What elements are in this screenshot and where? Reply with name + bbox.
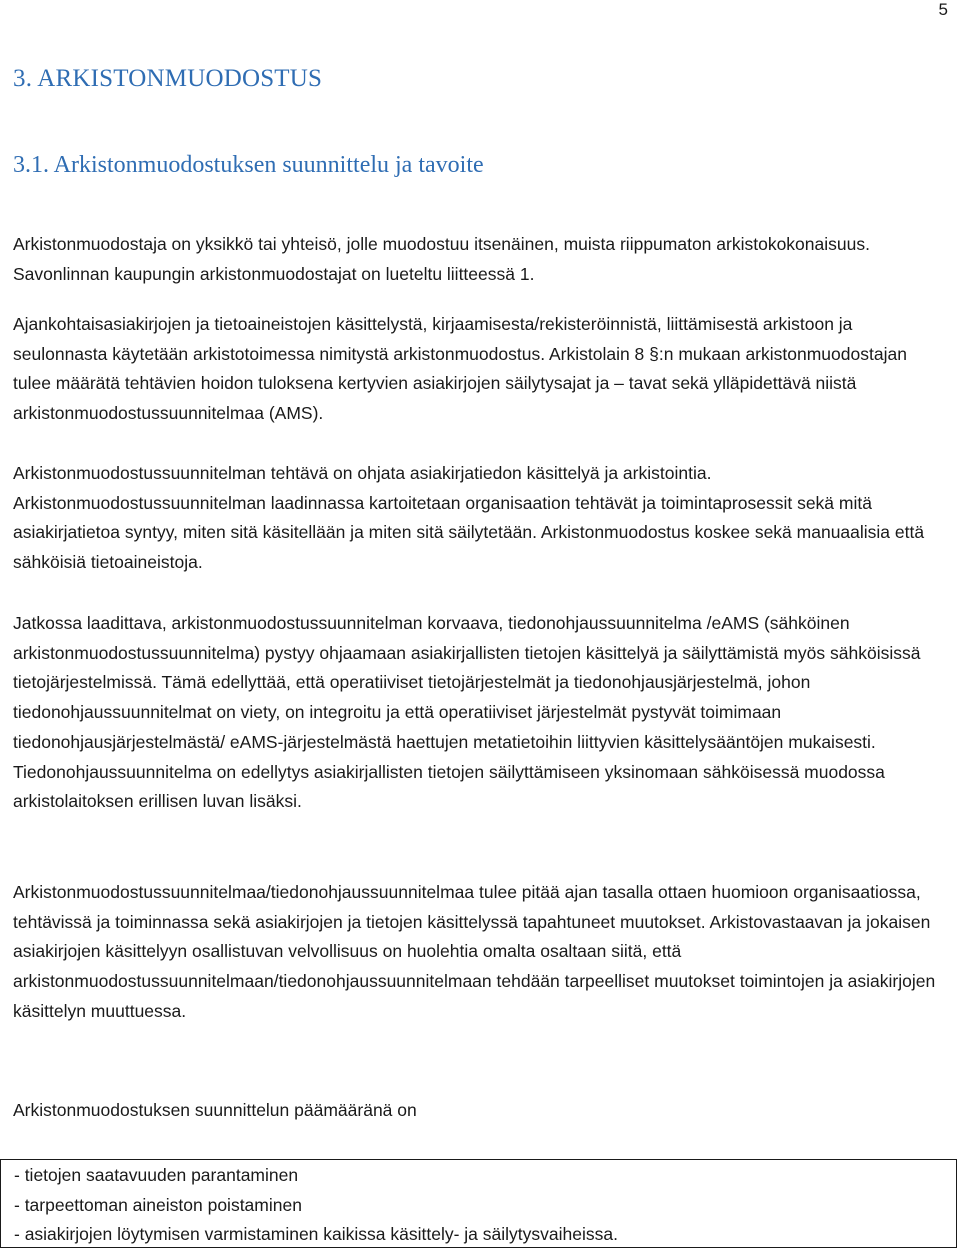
page-number: 5 [938,0,948,19]
paragraph-maintenance: Arkistonmuodostussuunnitelmaa/tiedonohjaussuunnitelmaa tulee pitää ajan tasalla ottaen huomioon organisaatiossa, tehtävissä ja toiminnassa sekä asiakirjojen ja tietojen käsittelyssä tapahtuneet muutokset. Arkistovastaavan ja jokaisen asiakirjojen käsittelyyn osallistuvan velvollisuus on huolehtia omalta osaltaan siitä, että arkistonmuodostussuunnitelmaan/tiedonohjaussuunnitelmaan tehdään tarpeelliset muutokset toimintojen ja asiakirjojen käsittelyn muuttuessa. [13,882,936,1021]
goal-item: - tarpeettoman aineiston poistaminen [14,1194,302,1215]
paragraph-ams-purpose: Arkistonmuodostussuunnitelman tehtävä on ohjata asiakirjatiedon käsittelyä ja arkistointia. Arkistonmuodostussuunnitelman laadinnassa kartoitetaan organisaation tehtävät ja toimintaprosessit sekä mitä asiakirjatietoa syntyy, miten sitä käsitellään ja miten sitä säilytetään. Arkistonmuodostus koskee sekä manuaalisia että sähköisiä tietoaineistoja. [13,463,925,573]
chapter-heading: 3. ARKISTONMUODOSTUS [13,65,323,92]
goals-box [0,1159,957,1248]
paragraph-goals-intro: Arkistonmuodostuksen suunnittelun päämääränä on [13,1100,417,1120]
paragraph-archive-formation: Ajankohtaisasiakirjojen ja tietoaineistojen käsittelystä, kirjaamisesta/rekisteröinnistä, liittämisestä arkistoon ja seulonnasta käytetään arkistotoimessa nimitystä arkistonmuodostus. Arkistolain 8 §:n mukaan arkistonmuodostajan tulee määrätä tehtävien hoidon tuloksena kertyvien asiakirjojen säilytysajat ja – tavat sekä ylläpidettävä niistä arkistonmuodostussuunnitelmaa (AMS). [13,314,907,424]
goal-item: - asiakirjojen löytymisen varmistaminen kaikissa käsittely- ja säilytysvaiheissa. [14,1224,618,1244]
paragraph-archive-creator: Arkistonmuodostaja on yksikkö tai yhteisö, jolle muodostuu itsenäinen, muista riippumaton arkistokokonaisuus. Savonlinnan kaupungin arkistonmuodostajat on lueteltu liitteessä 1. [13,234,870,284]
section-heading: 3.1. Arkistonmuodostuksen suunnittelu ja tavoite [13,152,484,178]
paragraph-eams: Jatkossa laadittava, arkistonmuodostussuunnitelman korvaava, tiedonohjaussuunnitelma /eAMS (sähköinen arkistonmuodostussuunnitelma) pystyy ohjaamaan asiakirjallisten tietojen käsittelyä ja säilyttämistä myös sähköisissä tietojärjestelmissä. Tämä edellyttää, että operatiiviset tietojärjestelmät ja tiedonohjausjärjestelmä, johon tiedonohjaussuunnitelmat on viety, on integroitu ja että operatiiviset järjestelmät pystyvät toimimaan tiedonohjausjärjestelmästä/ eAMS-järjestelmästä haettujen metatietoihin liittyvien käsittelysääntöjen mukaisesti. Tiedonohjaussuunnitelma on edellytys asiakirjallisten tietojen säilyttämiseen yksinomaan sähköisessä muodossa arkistolaitoksen erillisen luvan lisäksi. [13,613,921,812]
goal-item: - tietojen saatavuuden parantaminen [14,1165,299,1185]
